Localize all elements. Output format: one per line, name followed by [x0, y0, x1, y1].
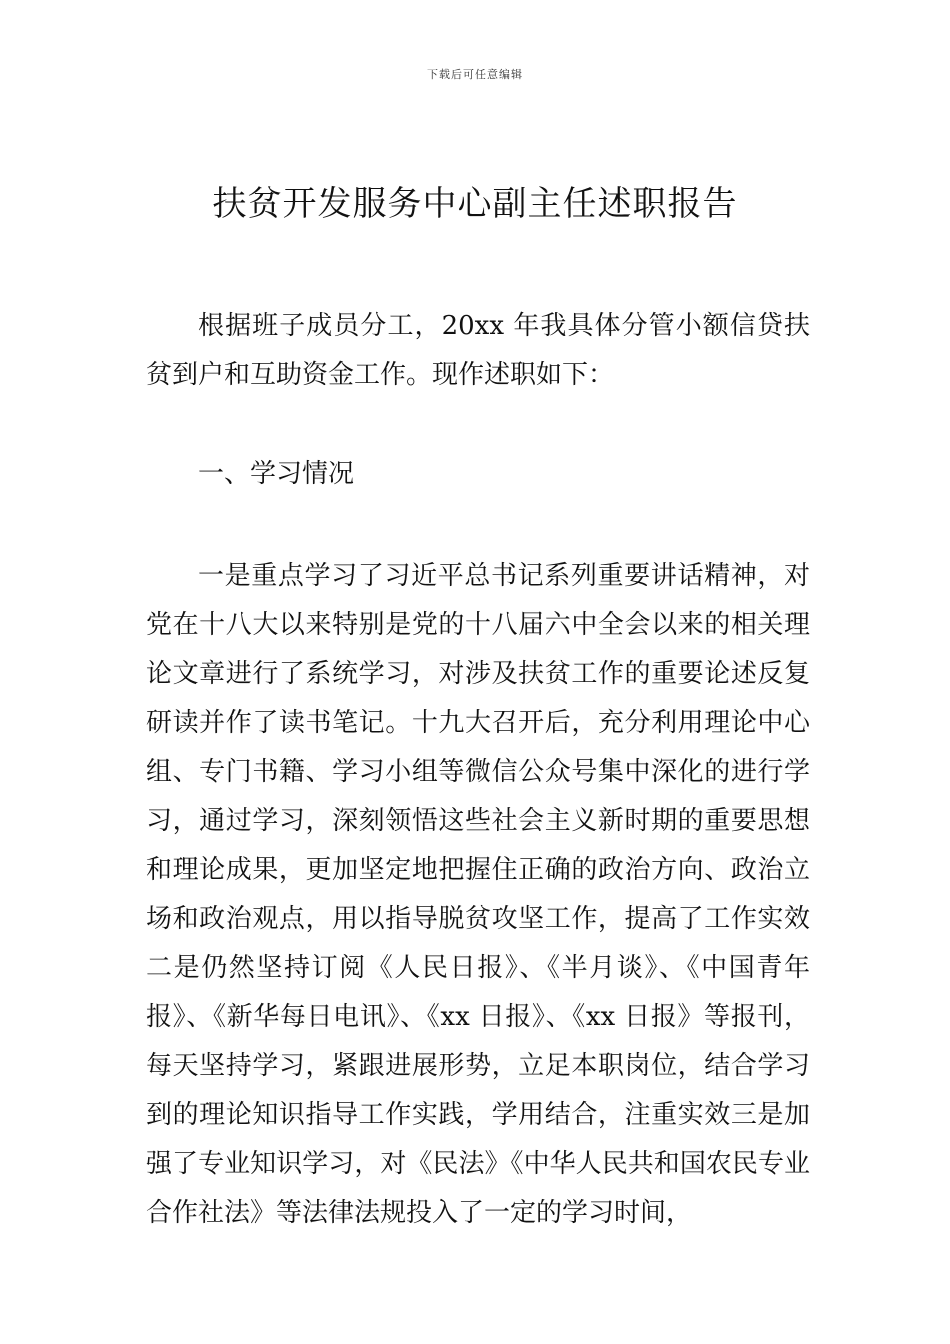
intro-paragraph: 根据班子成员分工，20xx 年我具体分管小额信贷扶贫到户和互助资金工作。现作述职如下： [146, 311, 810, 390]
section-heading: 一、学习情况 [198, 459, 355, 489]
document-title: 扶贫开发服务中心副主任述职报告 [212, 184, 738, 224]
section-body-paragraph: 一是重点学习了习近平总书记系列重要讲话精神，对党在十八大以来特别是党的十八届六中全会以来的相关理论文章进行了系统学习，对涉及扶贫工作的重要论述反复研读并作了读书笔记。十九大召开后，充分利用理论中心组、专门书籍、学习小组等微信公众号集中深化的进行学习，通过学习，深刻领悟这些社会主义新时期的重要思想和理论成果，更加坚定地把握住正确的政治方向、政治立场和政治观点，用以指导脱贫攻坚工作，提高了工作实效二是仍然坚持订阅《人民日报》、《半月谈》、《中国青年报》、《新华每日电讯》、《xx 日报》、《xx 日报》等报刊，每天坚持学习，紧跟进展形势，立足本职岗位，结合学习到的理论知识指导工作实践，学用结合，注重实效三是加强了专业知识学习，对《民法》《中华人民共和国农民专业合作社法》等法律法规投入了一定的学习时间， [146, 561, 810, 1228]
header-note: 下载后可任意编辑 [427, 68, 523, 81]
